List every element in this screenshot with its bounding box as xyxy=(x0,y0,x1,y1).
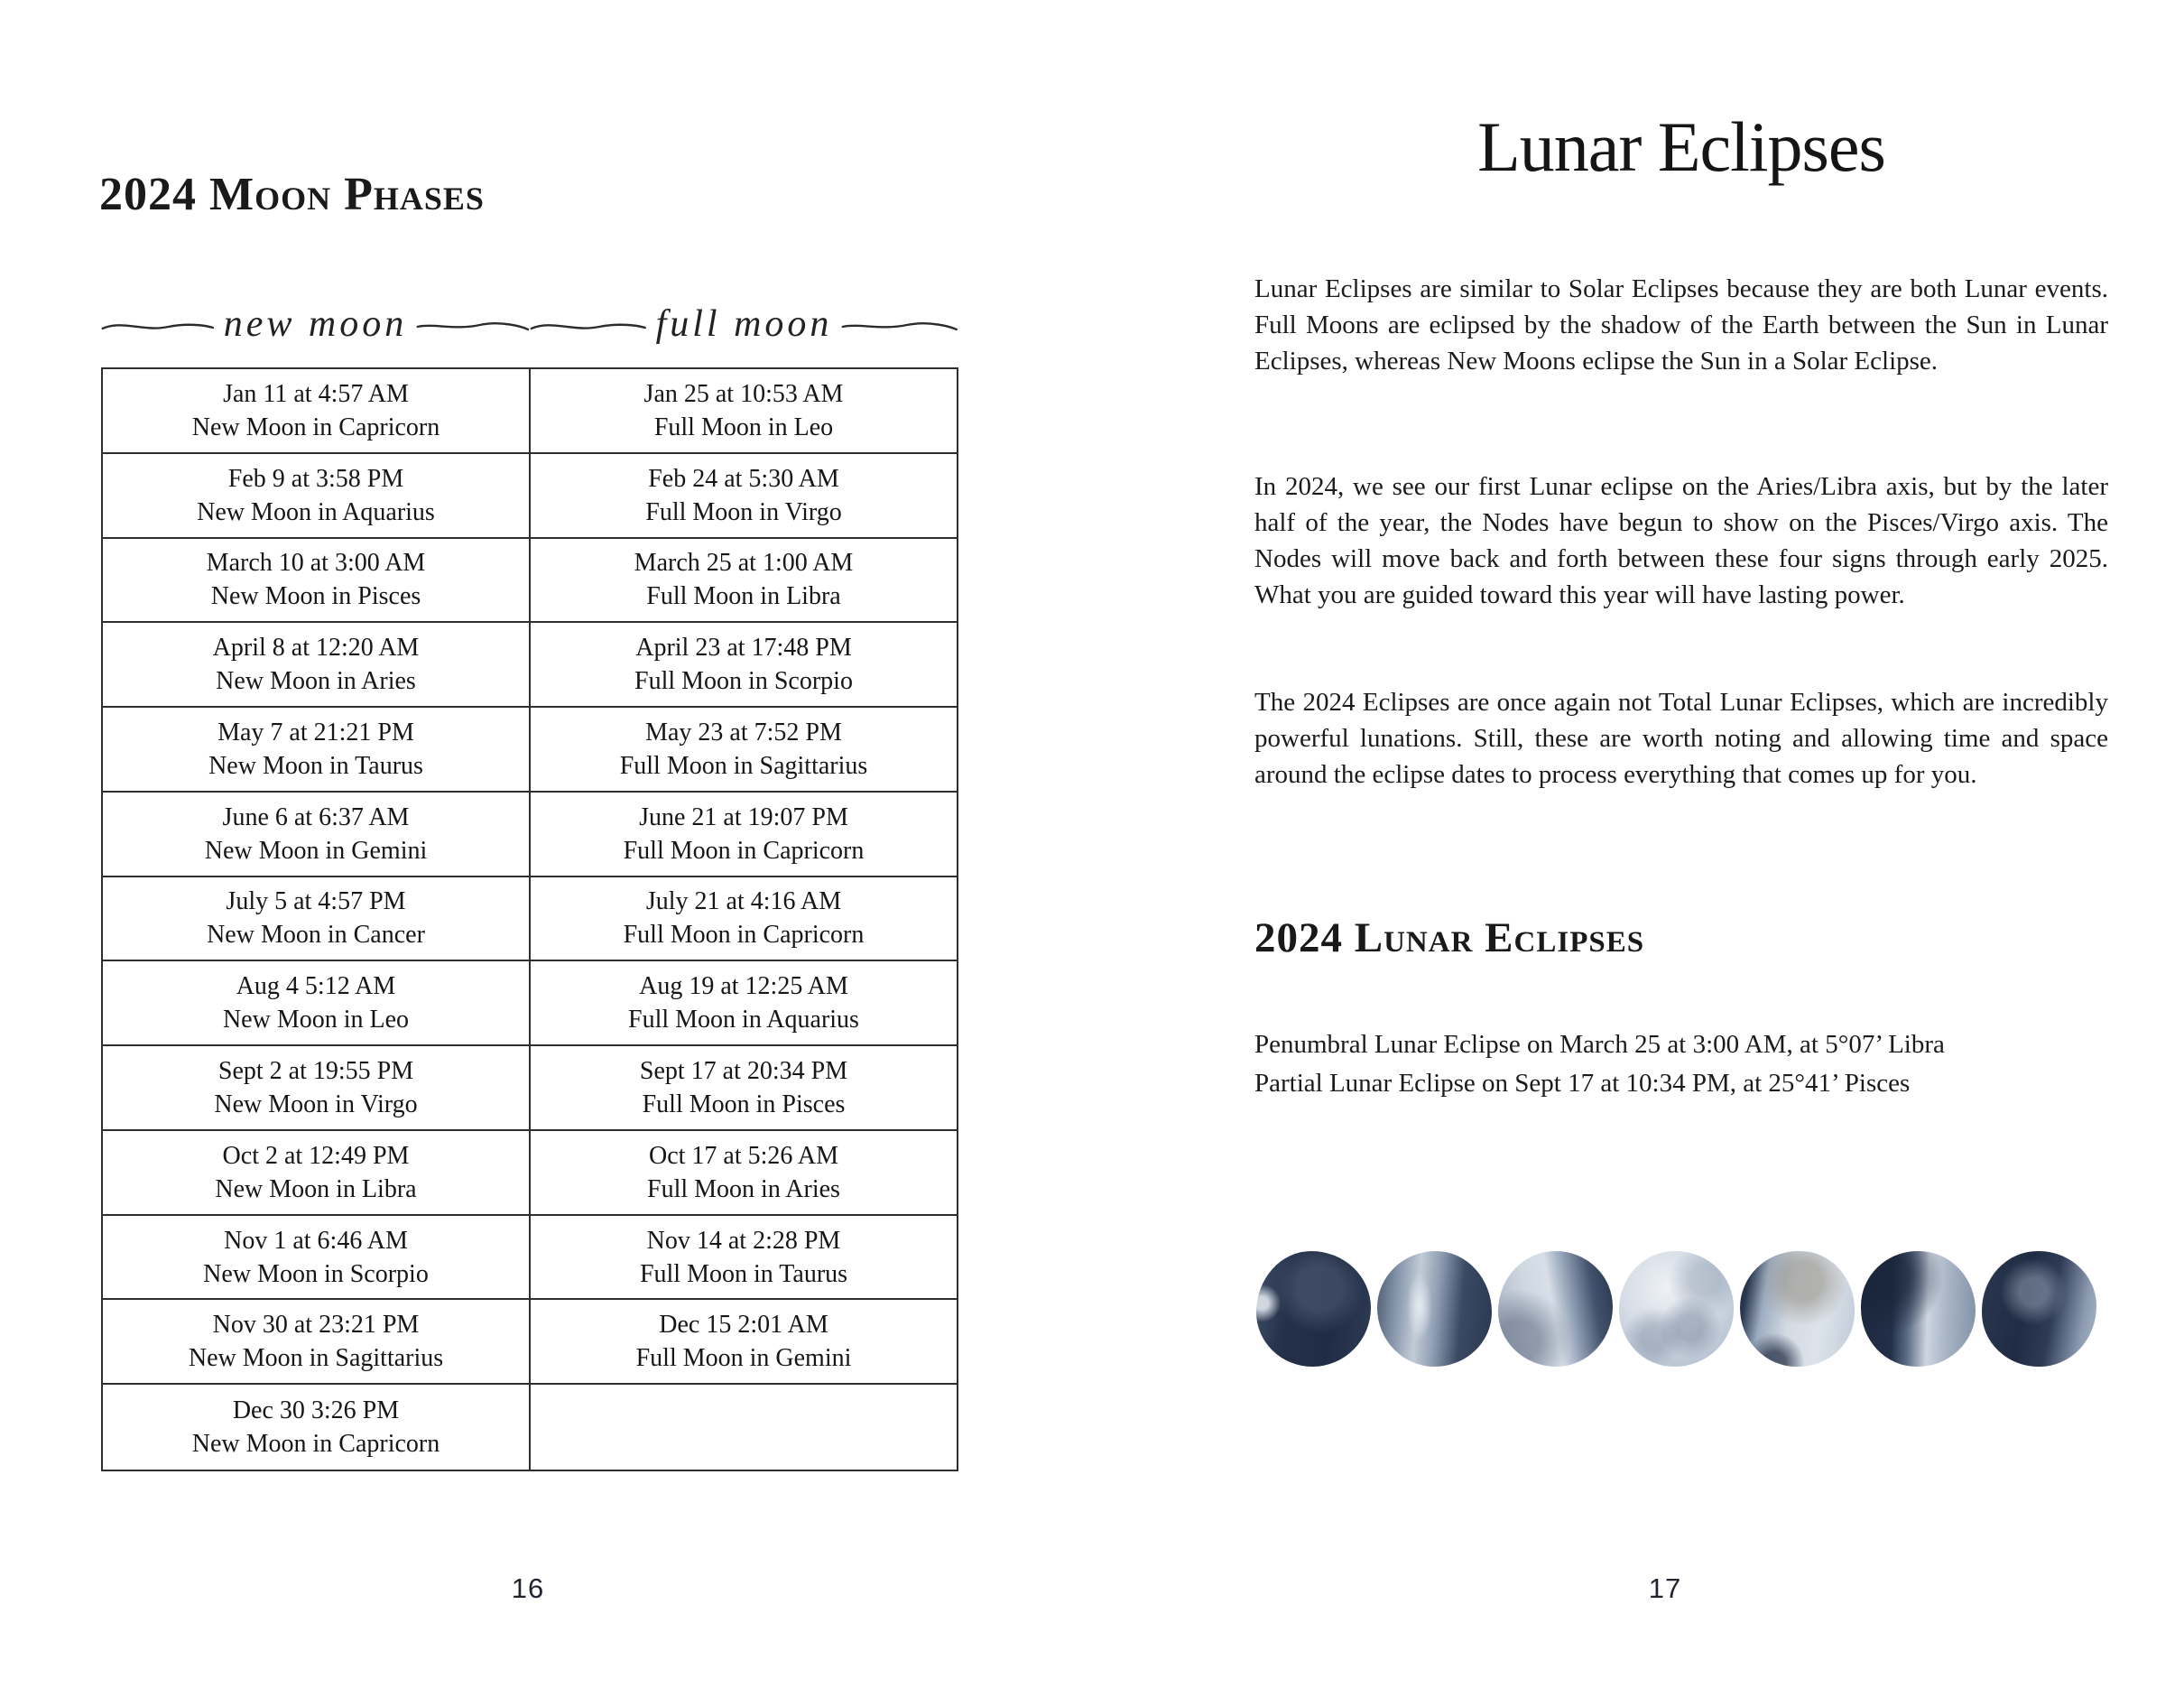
table-row xyxy=(103,369,957,454)
column-header-full-moon xyxy=(530,291,958,361)
full-moon-cell: July 21 at 4:16 AM Full Moon in Capricorn xyxy=(623,887,865,950)
full-moon-cell: Aug 19 at 12:25 AM Full Moon in Aquarius xyxy=(628,972,859,1034)
full-moon-cell: Nov 14 at 2:28 PM Full Moon in Taurus xyxy=(639,1226,848,1288)
full-moon-cell: Dec 15 2:01 AM Full Moon in Gemini xyxy=(635,1311,852,1373)
table-row xyxy=(103,1046,957,1131)
full-moon-cell: March 25 at 1:00 AM Full Moon in Libra xyxy=(634,549,854,611)
table-row xyxy=(103,793,957,877)
table-row xyxy=(103,877,957,962)
swash-flourish-icon xyxy=(416,305,530,347)
new-moon-cell: Sept 2 at 19:55 PM New Moon in Virgo xyxy=(103,1046,531,1129)
moon-phase-new-moon-illustration xyxy=(1256,1251,1371,1367)
new-moon-cell: Oct 2 at 12:49 PM New Moon in Libra xyxy=(103,1131,531,1214)
new-moon-cell: July 5 at 4:57 PM New Moon in Cancer xyxy=(103,877,531,960)
table-row xyxy=(103,539,957,624)
column-header-new-moon xyxy=(101,291,530,361)
new-moon-cell: Nov 1 at 6:46 AM New Moon in Scorpio xyxy=(103,1216,531,1299)
new-moon-cell: Aug 4 5:12 AM New Moon in Leo xyxy=(103,961,531,1044)
full-moon-label: full moon xyxy=(655,303,833,345)
full-moon-cell xyxy=(531,1385,957,1470)
moon-phase-dark-moon-illustration xyxy=(1982,1251,2096,1367)
moon-phases-illustration xyxy=(1256,1248,2110,1369)
new-moon-cell: Nov 30 at 23:21 PM New Moon in Sagittarius xyxy=(103,1300,531,1383)
moon-phase-waxing-crescent-illustration xyxy=(1377,1251,1492,1367)
new-moon-cell: Jan 11 at 4:57 AM New Moon in Capricorn xyxy=(103,369,531,452)
new-moon-cell: May 7 at 21:21 PM New Moon in Taurus xyxy=(103,708,531,791)
full-moon-cell: April 23 at 17:48 PM Full Moon in Scorpio xyxy=(634,634,853,696)
moon-phase-full-moon-illustration xyxy=(1619,1251,1734,1367)
page-title-moon-phases: 2024 Moon Phases xyxy=(99,169,485,220)
table-row xyxy=(103,961,957,1046)
paragraph-eclipse-axis: In 2024, we see our first Lunar eclipse on the Aries/Libra axis, but by the later half of the year, the Nodes have begun to show on the Pisces/Virgo axis. The Nodes will move back and forth between these four signs through early 2025. What you are guided toward this year will have lasting power. xyxy=(1254,472,2108,609)
swash-flourish-icon xyxy=(530,305,647,347)
table-row xyxy=(103,1216,957,1301)
full-moon-cell: Jan 25 at 10:53 AM Full Moon in Leo xyxy=(643,379,844,441)
section-heading-2024-lunar-eclipses: 2024 Lunar Eclipses xyxy=(1254,914,1645,961)
eclipse-entry-penumbral: Penumbral Lunar Eclipse on March 25 at 3:00 AM, at 5°07’ Libra xyxy=(1254,1030,1945,1059)
new-moon-label: new moon xyxy=(223,303,408,345)
page-number-right: 17 xyxy=(1648,1572,1682,1604)
table-row xyxy=(103,1300,957,1385)
swash-flourish-icon xyxy=(101,305,215,347)
table-row xyxy=(103,1385,957,1470)
table-row xyxy=(103,454,957,539)
full-moon-cell: Feb 24 at 5:30 AM Full Moon in Virgo xyxy=(645,464,842,526)
table-row xyxy=(103,623,957,708)
page-number-left: 16 xyxy=(511,1572,545,1604)
new-moon-cell: April 8 at 12:20 AM New Moon in Aries xyxy=(103,623,531,706)
new-moon-cell: June 6 at 6:37 AM New Moon in Gemini xyxy=(103,793,531,876)
full-moon-cell: June 21 at 19:07 PM Full Moon in Capricorn xyxy=(623,802,865,865)
page-right xyxy=(1092,0,2184,1688)
page-title-lunar-eclipses: Lunar Eclipses xyxy=(1477,107,1885,186)
paragraph-eclipse-advice: The 2024 Eclipses are once again not Total Lunar Eclipses, which are incredibly powerful lunations. Still, these are worth noting and allowing time and space around the eclipse dates to process everything that comes up for you. xyxy=(1254,688,2108,789)
table-row xyxy=(103,708,957,793)
new-moon-cell: Dec 30 3:26 PM New Moon in Capricorn xyxy=(103,1385,531,1470)
full-moon-cell: Oct 17 at 5:26 AM Full Moon in Aries xyxy=(647,1141,840,1203)
eclipse-entry-partial: Partial Lunar Eclipse on Sept 17 at 10:34 PM, at 25°41’ Pisces xyxy=(1254,1069,1911,1098)
moon-phase-waxing-gibbous-illustration xyxy=(1498,1251,1613,1367)
full-moon-cell: May 23 at 7:52 PM Full Moon in Sagittarius xyxy=(619,718,868,780)
new-moon-cell: March 10 at 3:00 AM New Moon in Pisces xyxy=(103,539,531,622)
full-moon-cell: Sept 17 at 20:34 PM Full Moon in Pisces xyxy=(639,1057,848,1119)
moon-phase-table xyxy=(101,367,958,1471)
table-column-headers xyxy=(101,291,958,361)
eclipse-list xyxy=(1254,1025,2108,1103)
new-moon-cell: Feb 9 at 3:58 PM New Moon in Aquarius xyxy=(103,454,531,537)
swash-flourish-icon xyxy=(841,305,958,347)
moon-phase-waning-crescent-illustration xyxy=(1861,1251,1976,1367)
moon-phase-waning-gibbous-illustration xyxy=(1740,1251,1855,1367)
paragraph-eclipse-intro: Lunar Eclipses are similar to Solar Eclipses because they are both Lunar events. Full Moons are eclipsed by the shadow of the Earth between the Sun in Lunar Eclipses, whereas New Moons eclipse the Sun in a Solar Eclipse. xyxy=(1254,274,2108,376)
table-row xyxy=(103,1131,957,1216)
